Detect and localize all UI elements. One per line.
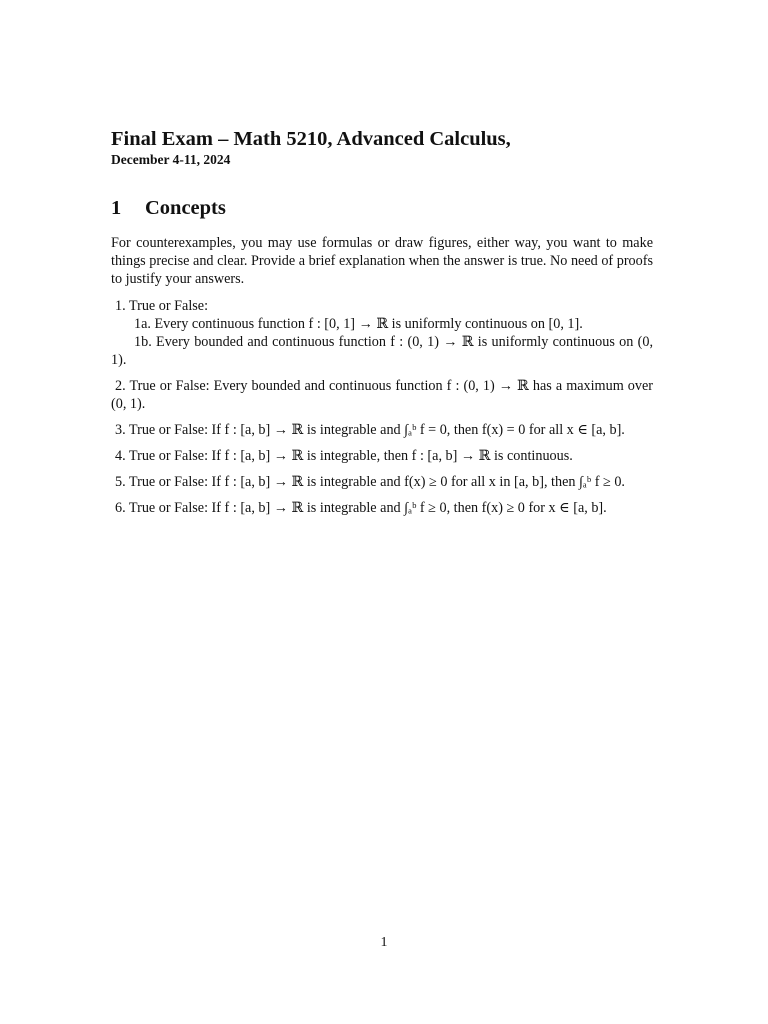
question-6: 6. True or False: If f : [a, b] → ℝ is integrable and ∫ₐᵇ f ≥ 0, then f(x) ≥ 0 for x ∈ [a, b]. xyxy=(115,500,607,516)
exam-date: December 4-11, 2024 xyxy=(111,152,231,167)
section-number: 1 xyxy=(111,197,122,219)
question-1-intro: 1. True or False: xyxy=(115,298,209,314)
section-title: Concepts xyxy=(145,197,226,219)
section-heading xyxy=(111,196,226,220)
question-2: 2. True or False: Every bounded and continuous function f : (0, 1) → ℝ has a maximum over (0, 1). xyxy=(111,378,653,412)
question-1b: 1b. Every bounded and continuous function f : (0, 1) → ℝ is uniformly continuous on (0, 1). xyxy=(111,334,653,368)
question-1a: 1a. Every continuous function f : [0, 1] → ℝ is uniformly continuous on [0, 1]. xyxy=(134,316,583,332)
exam-title: Final Exam – Math 5210, Advanced Calculus, xyxy=(111,128,511,150)
page-number: 1 xyxy=(380,935,388,950)
question-1 xyxy=(111,297,653,369)
question-5: 5. True or False: If f : [a, b] → ℝ is integrable and f(x) ≥ 0 for all x in [a, b], then ∫ₐᵇ f ≥ 0. xyxy=(115,474,625,490)
intro-paragraph: For counterexamples, you may use formulas or draw figures, either way, you want to make things precise and clear. Provide a brief explanation when the answer is true. No need of proofs to justify your answers. xyxy=(111,235,653,287)
section-body xyxy=(111,234,653,525)
page-content xyxy=(111,126,653,516)
question-4: 4. True or False: If f : [a, b] → ℝ is integrable, then f : [a, b] → ℝ is continuous. xyxy=(115,448,573,464)
question-3: 3. True or False: If f : [a, b] → ℝ is integrable and ∫ₐᵇ f = 0, then f(x) = 0 for all x ∈ [a, b]. xyxy=(115,422,625,438)
